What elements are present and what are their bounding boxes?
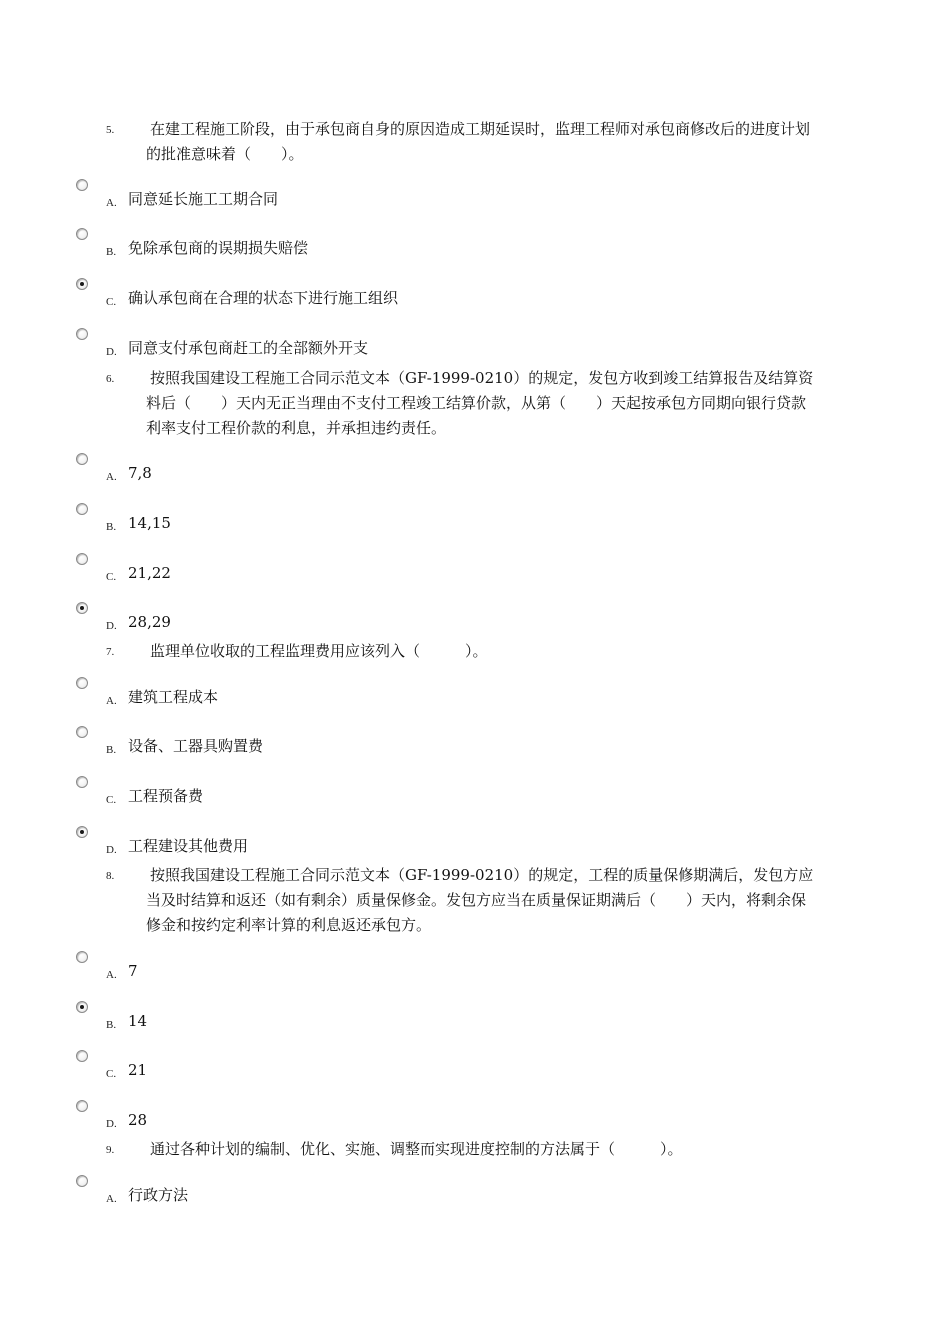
- option-5a[interactable]: [0, 179, 950, 219]
- option-letter: A.: [106, 969, 117, 981]
- radio-button[interactable]: [76, 228, 88, 240]
- question-text: 在建工程施工阶段，由于承包商自身的原因造成工期延误时，监理工程师对承包商修改后的进度计划的批准意味着（ ）。: [146, 120, 811, 163]
- option-5d[interactable]: [0, 328, 950, 368]
- option-text: 同意延长施工工期合同: [128, 190, 279, 208]
- option-text: 14: [128, 1012, 148, 1030]
- radio-button[interactable]: [76, 726, 88, 738]
- radio-button[interactable]: [76, 602, 88, 614]
- option-letter: A.: [106, 197, 117, 209]
- option-7b[interactable]: [0, 726, 950, 766]
- option-letter: B.: [106, 521, 117, 533]
- option-letter: B.: [106, 744, 117, 756]
- option-8c[interactable]: [0, 1050, 950, 1090]
- option-text: 免除承包商的误期损失赔偿: [128, 239, 309, 257]
- option-letter: B.: [106, 1019, 117, 1031]
- question-number: 9.: [106, 1144, 115, 1156]
- question-number: 5.: [106, 124, 115, 136]
- option-5c[interactable]: [0, 278, 950, 318]
- option-letter: A.: [106, 695, 117, 707]
- option-text: 21: [128, 1061, 148, 1079]
- question-text: 通过各种计划的编制、优化、实施、调整而实现进度控制的方法属于（ ）。: [150, 1140, 683, 1158]
- option-text: 14,15: [128, 514, 171, 532]
- question-number: 8.: [106, 870, 115, 882]
- option-letter: D.: [106, 620, 117, 632]
- option-text: 28,29: [128, 613, 171, 631]
- option-text: 设备、工器具购置费: [128, 737, 264, 755]
- option-6c[interactable]: [0, 553, 950, 593]
- option-letter: D.: [106, 346, 117, 358]
- option-9a[interactable]: [0, 1175, 950, 1215]
- option-8d[interactable]: [0, 1100, 950, 1140]
- radio-button[interactable]: [76, 1175, 88, 1187]
- option-text: 7: [128, 962, 138, 980]
- option-7d[interactable]: [0, 826, 950, 866]
- radio-button[interactable]: [76, 278, 88, 290]
- option-letter: C.: [106, 1068, 117, 1080]
- radio-button[interactable]: [76, 776, 88, 788]
- radio-button[interactable]: [76, 503, 88, 515]
- radio-button[interactable]: [76, 553, 88, 565]
- option-6a[interactable]: [0, 453, 950, 493]
- option-text: 7,8: [128, 464, 152, 482]
- option-letter: C.: [106, 794, 117, 806]
- option-text: 工程建设其他费用: [128, 837, 249, 855]
- option-text: 21,22: [128, 564, 171, 582]
- option-letter: B.: [106, 246, 117, 258]
- option-text: 行政方法: [128, 1186, 189, 1204]
- radio-button[interactable]: [76, 453, 88, 465]
- option-letter: A.: [106, 471, 117, 483]
- option-letter: D.: [106, 1118, 117, 1130]
- radio-button[interactable]: [76, 1001, 88, 1013]
- question-number: 6.: [106, 373, 115, 385]
- radio-button[interactable]: [76, 179, 88, 191]
- radio-button[interactable]: [76, 328, 88, 340]
- question-number: 7.: [106, 646, 115, 658]
- option-6d[interactable]: [0, 602, 950, 642]
- radio-button[interactable]: [76, 1050, 88, 1062]
- radio-button[interactable]: [76, 951, 88, 963]
- option-letter: C.: [106, 296, 117, 308]
- option-7a[interactable]: [0, 677, 950, 717]
- option-text: 建筑工程成本: [128, 688, 219, 706]
- option-5b[interactable]: [0, 228, 950, 268]
- option-text: 28: [128, 1111, 148, 1129]
- question-text: 监理单位收取的工程监理费用应该列入（ ）。: [150, 642, 488, 660]
- option-8b[interactable]: [0, 1001, 950, 1041]
- question-text: 按照我国建设工程施工合同示范文本（GF-1999-0210）的规定，工程的质量保修期满后，发包方应当及时结算和返还（如有剩余）质量保修金。发包方应当在质量保证期满后（ ）天内，将剩余保修金和按约定利率计算的利息返还承包方。: [146, 866, 814, 934]
- option-text: 同意支付承包商赶工的全部额外开支: [128, 339, 369, 357]
- radio-button[interactable]: [76, 826, 88, 838]
- option-text: 确认承包商在合理的状态下进行施工组织: [128, 289, 399, 307]
- question-text: 按照我国建设工程施工合同示范文本（GF-1999-0210）的规定，发包方收到竣工结算报告及结算资料后（ ）天内无正当理由不支付工程竣工结算价款，从第（ ）天起按承包方同期向银行贷款利率支付工程价款的利息，并承担违约责任。: [146, 369, 814, 437]
- option-6b[interactable]: [0, 503, 950, 543]
- option-7c[interactable]: [0, 776, 950, 816]
- radio-button[interactable]: [76, 1100, 88, 1112]
- option-letter: D.: [106, 844, 117, 856]
- option-text: 工程预备费: [128, 787, 204, 805]
- option-letter: A.: [106, 1193, 117, 1205]
- radio-button[interactable]: [76, 677, 88, 689]
- option-8a[interactable]: [0, 951, 950, 991]
- option-letter: C.: [106, 571, 117, 583]
